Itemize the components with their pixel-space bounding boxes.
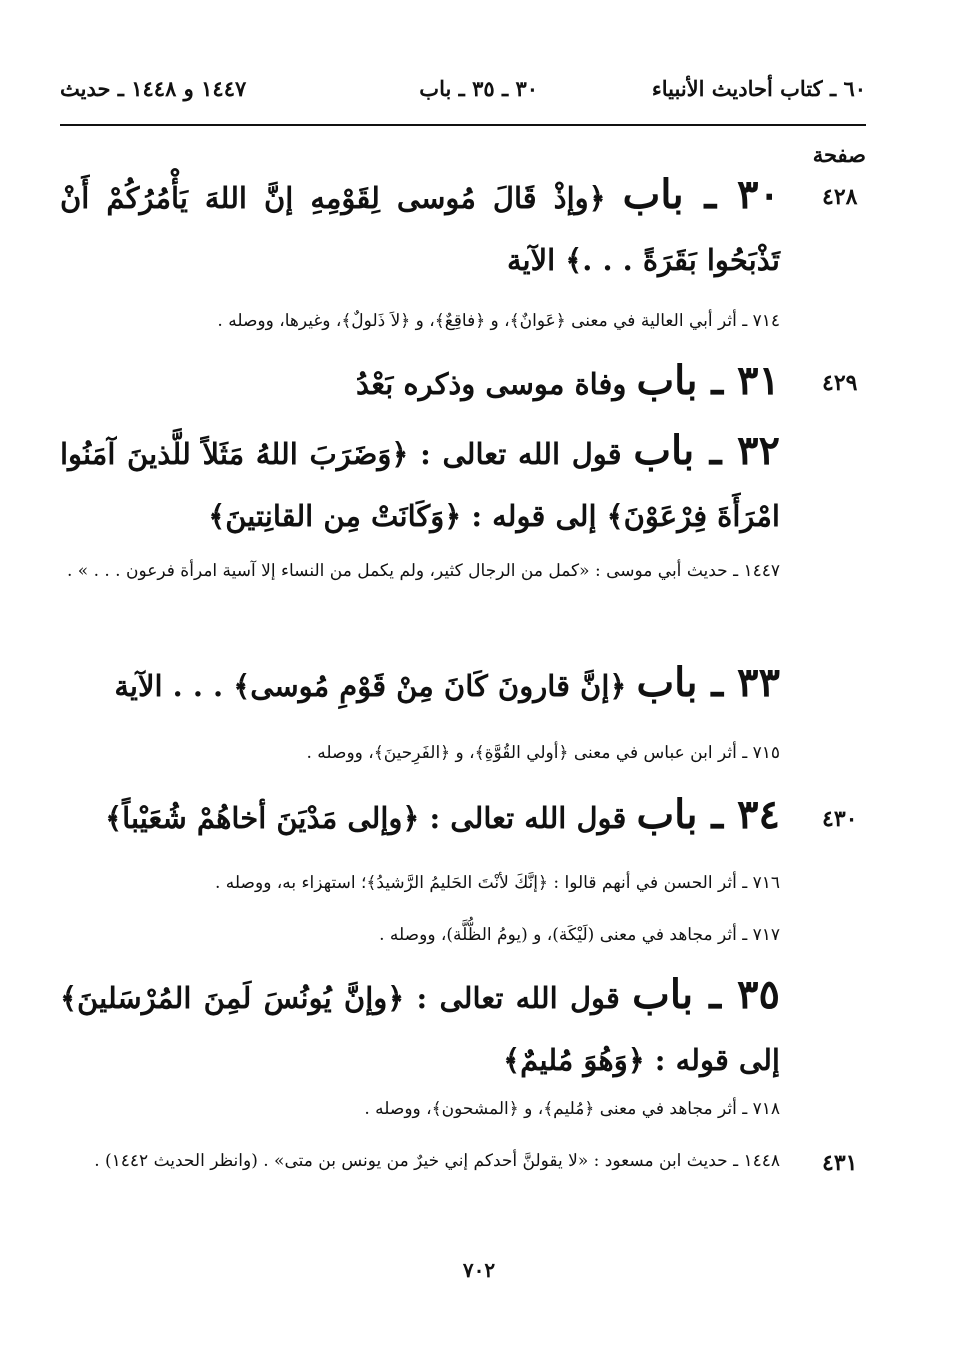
chapter-title: قول الله تعالى : ﴿وإنَّ يُونُسَ لَمِنَ المُرْسَلينَ﴾ إلى قوله : ﴿وَهُوَ مُليمٌ﴾ xyxy=(60,981,780,1077)
chapter-number: ٣١ ـ باب xyxy=(636,357,780,404)
athar-entry: ٧١٨ ـ أثر مجاهد في معنى ﴿مُليم﴾، و ﴿المشحون﴾، ووصله . xyxy=(364,1099,780,1119)
athar-entry: ٧١٤ ـ أثر أبي العالية في معنى ﴿عَوانٌ﴾، و ﴿فاقِعٌ﴾، و ﴿لاَ ذَلولٌ﴾، وغيرها، ووصله . xyxy=(217,311,780,331)
athar-entry: ٧١٧ ـ أثر مجاهد في معنى (لَيْكَة)، و (يومُ الظُّلَّة)، ووصله . xyxy=(379,925,780,945)
chapter-number: ٣٤ ـ باب xyxy=(636,791,780,838)
athar-entry: ٧١٥ ـ أثر ابن عباس في معنى ﴿أولي القُوَّةِ﴾، و ﴿الفَرِحينَ﴾، ووصله . xyxy=(306,743,780,763)
chapter-title: ﴿إنَّ قارونَ كَانَ مِنْ قَوْمِ مُوسى﴾ . . . الآية xyxy=(114,669,627,703)
page-number: ٧٠٢ xyxy=(462,1258,496,1282)
chapter-heading xyxy=(60,164,780,291)
page-column-heading: صفحة xyxy=(812,142,866,167)
athar-entry: ٧١٦ ـ أثر الحسن في أنهم قالوا : ﴿إنَّكَ لأنْتَ الحَليمُ الرَّشيدُ﴾؛ استهزاء به، ووصله . xyxy=(215,873,780,893)
hadith-entry: ١٤٤٧ ـ حديث أبي موسى : «كمل من الرجال كثير، ولم يكمل من النساء إلا آسية امرأة فرعون . . . » . xyxy=(66,561,780,581)
page-ref: ٤٢٨ xyxy=(822,184,858,210)
chapter-heading xyxy=(60,350,780,415)
chapter-number: ٣٥ ـ باب xyxy=(632,971,780,1018)
hadith-entry: ١٤٤٨ ـ حديث ابن مسعود : «لا يقولنَّ أحدكم إني خيرٌ من يونس بن متى» . (وانظر الحديث ١٤٤٢) . xyxy=(94,1151,780,1171)
chapter-number: ٣٢ ـ باب xyxy=(633,427,780,474)
chapter-title: وفاة موسى وذكره بَعْدُ xyxy=(356,367,627,401)
header-rule xyxy=(60,124,866,126)
page-ref: ٤٣١ xyxy=(822,1150,858,1176)
chapter-heading xyxy=(60,964,780,1091)
chapter-heading xyxy=(60,784,780,849)
running-head-book: ٦٠ ـ كتاب أحاديث الأنبياء xyxy=(651,76,866,101)
page-ref: ٤٣٠ xyxy=(822,806,858,832)
running-head-hadith: ١٤٤٧ و ١٤٤٨ ـ حديث xyxy=(60,76,247,101)
running-head-chapters: ٣٠ ـ ٣٥ ـ باب xyxy=(419,76,538,101)
page-ref: ٤٢٩ xyxy=(822,370,858,396)
chapter-number: ٣٠ ـ باب xyxy=(622,171,780,218)
chapter-heading xyxy=(60,652,780,717)
chapter-number: ٣٣ ـ باب xyxy=(636,659,780,706)
chapter-title: ﴿وإذْ قَالَ مُوسى لِقَوْمِهِ إنَّ اللهَ يَأْمُرُكُمْ أَنْ تَذْبَحُوا بَقَرَةً . . .﴾ الآية xyxy=(60,181,780,277)
chapter-title: قول الله تعالى : ﴿وإلى مَدْيَنَ أخاهُمْ شُعَيْباً﴾ xyxy=(105,801,627,835)
chapter-heading xyxy=(60,420,780,547)
chapter-title: قول الله تعالى : ﴿وَضَرَبَ اللهُ مَثَلاً للَّذينَ آمَنُوا امْرَأَةَ فِرْعَوْنَ﴾ إلى قوله : ﴿وَكَانَتْ مِن القانِتينَ﴾ xyxy=(60,437,780,533)
